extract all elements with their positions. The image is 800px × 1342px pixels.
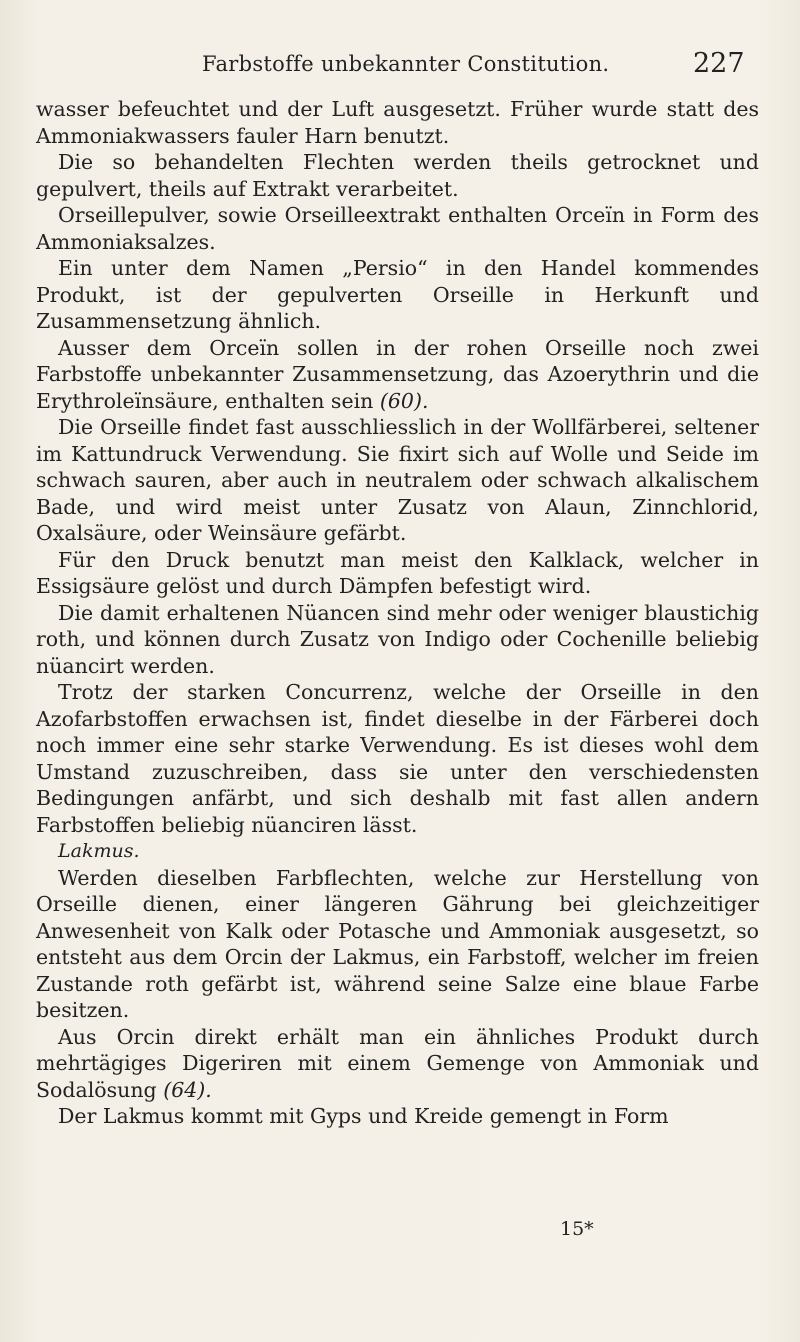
paragraph: Die Orseille findet fast ausschliesslich in der Wollfärberei, seltener im Kattundruck Verwendung. Sie fixirt sich auf Wolle und Seide im schwach sauren, aber auch in neutralem oder schwach alkalischem Bade, und wird meist unter Zusatz von Alaun, Zinnchlorid, Oxalsäure, oder Weinsäure gefärbt. [36,415,759,545]
page-header [0,50,800,84]
page-body [36,96,759,1130]
paragraph: wasser befeuchtet und der Luft ausgesetzt. Früher wurde statt des Ammoniakwassers fauler Harn benutzt. [36,97,759,148]
paragraph [36,335,759,415]
reference-60: (60). [379,388,429,413]
signature-mark: 15* [560,1218,594,1240]
paragraph: Für den Druck benutzt man meist den Kalklack, welcher in Essigsäure gelöst und durch Dämpfen befestigt wird. [36,547,759,598]
paragraph-text: Aus Orcin direkt erhält man ein ähnliches Produkt durch mehrtägiges Digeriren mit einem Gemenge von Ammoniak und Sodalösung [36,1024,759,1102]
section-title: Lakmus. [58,840,140,862]
reference-64: (64). [163,1077,212,1102]
running-title: Farbstoffe unbekannter Constitution. [202,52,610,76]
page-number: 227 [693,48,745,79]
paragraph: Trotz der starken Concurrenz, welche der Orseille in den Azofarbstoffen erwachsen ist, findet dieselbe in der Färberei doch noch immer eine sehr starke Verwendung. Es ist dieses wohl dem Umstand zuzuschreiben, dass sie unter den verschiedensten Bedingungen anfärbt, und sich deshalb mit fast allen andern Farbstoffen beliebig nüanciren lässt. [36,680,759,837]
paragraph: Die so behandelten Flechten werden theils getrocknet und gepulvert, theils auf Extrakt verarbeitet. [36,150,759,201]
paragraph: Werden dieselben Farbflechten, welche zur Herstellung von Orseille dienen, einer längeren Gährung bei gleichzeitiger Anwesenheit von Kalk oder Potasche und Ammoniak ausgesetzt, so entsteht aus dem Orcin der Lakmus, ein Farbstoff, welcher im freien Zustande roth gefärbt ist, während seine Salze eine blaue Farbe besitzen. [36,865,759,1022]
paragraph: Die damit erhaltenen Nüancen sind mehr oder weniger blaustichig roth, und können durch Zusatz von Indigo oder Cochenille beliebig nüancirt werden. [36,600,759,678]
paragraph: Orseillepulver, sowie Orseilleextrakt enthalten Orceïn in Form des Ammoniaksalzes. [36,203,759,254]
paragraph-text: Ausser dem Orceïn sollen in der rohen Orseille noch zwei Farbstoffe unbekannter Zusammensetzung, das Azoerythrin und die Erythroleïnsäure, enthalten sein [36,335,759,413]
paragraph: Ein unter dem Namen „Persio“ in den Handel kommendes Produkt, ist der gepulverten Orseille in Herkunft und Zusammensetzung ähnlich. [36,256,759,333]
paragraph [36,1024,759,1104]
paragraph: Der Lakmus kommt mit Gyps und Kreide gemengt in Form [58,1104,669,1128]
